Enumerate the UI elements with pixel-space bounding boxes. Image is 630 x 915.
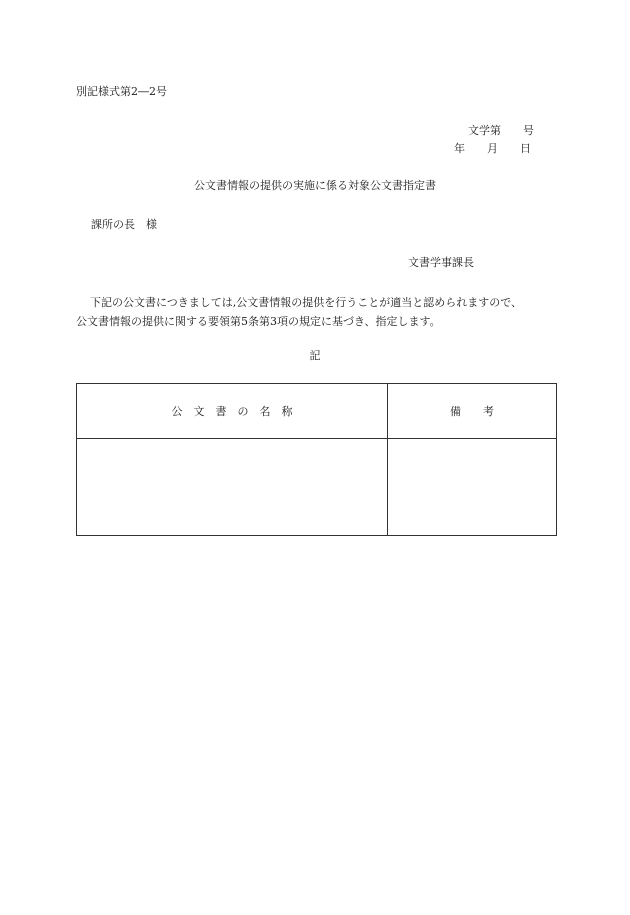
table-header-row <box>77 384 557 439</box>
document-date: 年 月 日 <box>454 142 531 155</box>
ki-heading: 記 <box>309 349 321 362</box>
document-title: 公文書情報の提供の実施に係る対象公文書指定書 <box>194 179 436 192</box>
body-line-1: 下記の公文書につきましては,公文書情報の提供を行うことが適当と認められますので、 <box>90 296 523 309</box>
sender: 文書学事課長 <box>408 256 474 269</box>
document-number: 文学第 号 <box>468 124 534 137</box>
form-number: 別記様式第2―2号 <box>76 85 167 98</box>
addressee: 課所の長 様 <box>91 218 157 231</box>
body-line-2: 公文書情報の提供に関する要領第5条第3項の規定に基づき、指定します。 <box>76 315 441 328</box>
document-table <box>76 383 557 536</box>
cell-document-name[interactable] <box>77 439 388 536</box>
cell-remarks[interactable] <box>388 439 557 536</box>
table-row <box>77 439 557 536</box>
header-document-name: 公 文 書 の 名 称 <box>77 384 388 439</box>
body-text <box>76 293 576 331</box>
header-remarks: 備 考 <box>388 384 557 439</box>
